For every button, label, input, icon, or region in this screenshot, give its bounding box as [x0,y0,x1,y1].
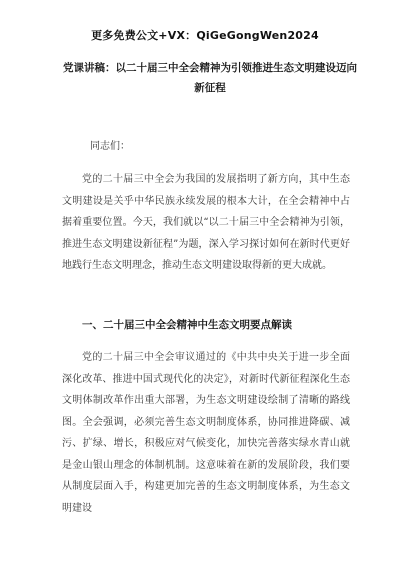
section-heading: 一、二十届三中全会精神中生态文明要点解读 [82,319,292,331]
document-title: 党课讲稿：以二十届三中全会精神为引领推进生态文明建设迈向新征程 [63,62,357,94]
section-paragraph: 党的二十届三中全会审议通过的《中共中央关于进一步全面深化改革、推进中国式现代化的决定》，对新时代新征程深化生态文明体制改革作出重大部署，为生态文明建设绘制了清晰的路线图。全会强调，必须完善生态文明制度体系，协同推进降碳、减污、扩绿、增长，积极应对气候变化，加快完善落实绿水青山就是金山银山理念的体制机制。这意味着在新的发展阶段，我们要从制度层面入手，构建更加完善的生态文明制度体系，为生态文明建设 [62,352,350,514]
page-header: 更多免费公文+VX：QiGeGongWen2024 [91,29,319,42]
body-paragraph: 党的二十届三中全会为我国的发展指明了新方向，其中生态文明建设是关乎中华民族永续发展的根本大计，在全会精神中占据着重要位置。今天，我们就以“以二十届三中全会精神为引领，推进生态文明建设新征程”为题，深入学习探讨如何在新时代更好地践行生态文明理念，推动生态文明建设取得新的更大成就。 [62,174,350,271]
salutation: 同志们： [90,141,130,152]
